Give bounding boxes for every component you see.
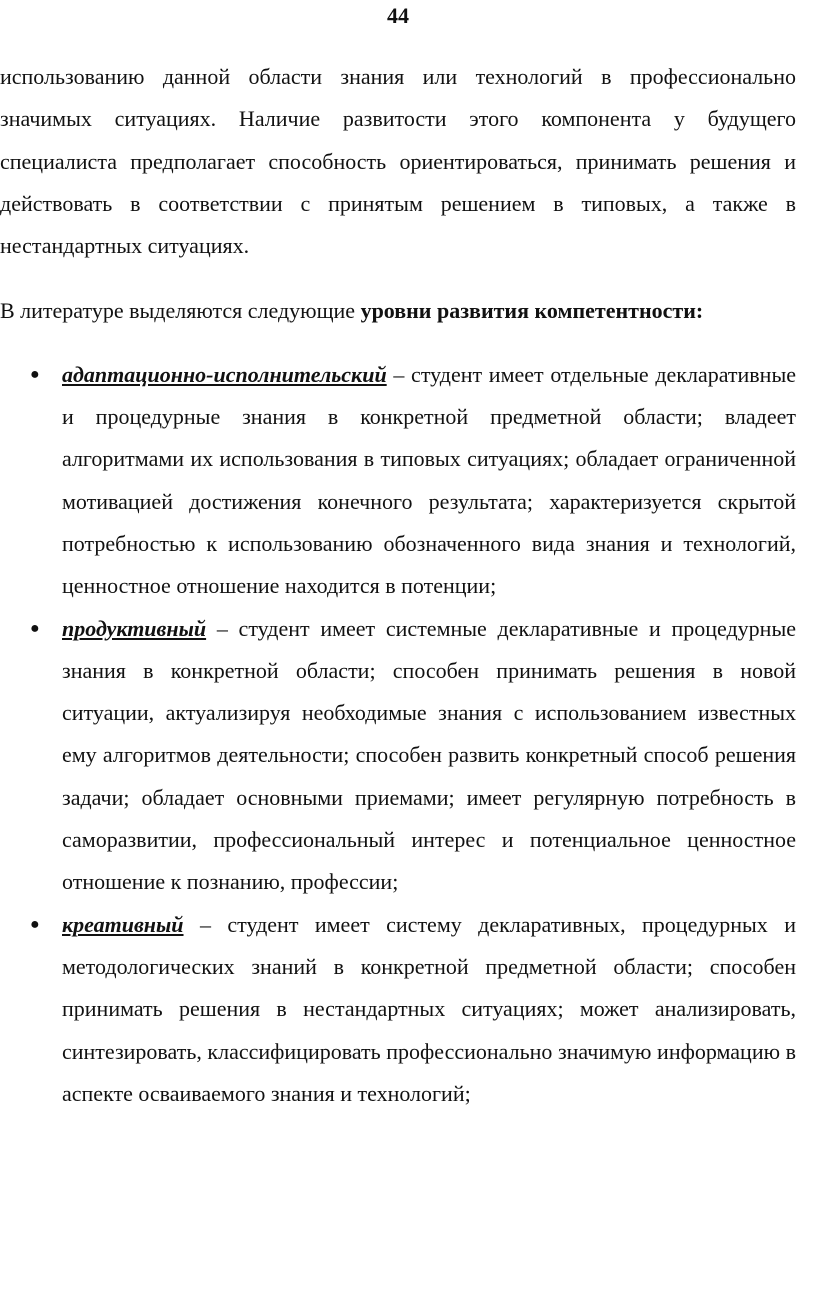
page-body (0, 56, 796, 1115)
list-item-level-2 (0, 608, 796, 904)
level-term: продуктивный (62, 615, 207, 641)
level-description: – студент имеет систему декларативных, процедурных и методологических знаний в конкретной предметной области; способен принимать решения в нестандартных ситуациях; может анализировать, синтезировать, классифицировать профессионально значимую информацию в аспекте осваиваемого знания и технологий; (62, 911, 796, 1106)
level-term: адаптационно-исполнительский (62, 361, 387, 387)
list-item-level-1 (0, 354, 796, 608)
levels-lead-text: В литературе выделяются следующие (0, 298, 361, 324)
page-number: 44 (387, 3, 409, 28)
list-item-level-3 (0, 904, 796, 1115)
bullet-icon: ● (30, 915, 40, 933)
paragraph-intro: использованию данной области знания или технологий в профессионально значимых ситуациях. Наличие развитости этого компонента у будущего специалиста предполагает способность ориентироваться, принимать решения и действовать в соответствии с принятым решением в типовых, а также в нестандартных ситуациях. (0, 64, 796, 259)
level-description: – студент имеет отдельные декларативные и процедурные знания в конкретной предметной области; владеет алгоритмами их использования в типовых ситуациях; обладает ограниченной мотивацией достижения конечного результата; характеризуется скрытой потребностью к использованию обозначенного вида знания и технологий, ценностное отношение находится в потенции; (62, 361, 796, 599)
bullet-icon: ● (30, 365, 40, 383)
level-description: – студент имеет системные декларативные и процедурные знания в конкретной области; способен принимать решения в новой ситуации, актуализируя необходимые знания с использованием известных ему алгоритмов деятельности; способен развить конкретный способ решения задачи; обладает основными приемами; имеет регулярную потребность в саморазвитии, профессиональный интерес и потенциальное ценностное отношение к познанию, профессии; (62, 615, 796, 895)
bullet-icon: ● (30, 619, 40, 637)
level-term: креативный (62, 911, 184, 937)
paragraph-levels-lead (0, 290, 796, 332)
competence-levels-list (0, 354, 796, 1115)
levels-heading: уровни развития компетентности: (360, 298, 704, 324)
